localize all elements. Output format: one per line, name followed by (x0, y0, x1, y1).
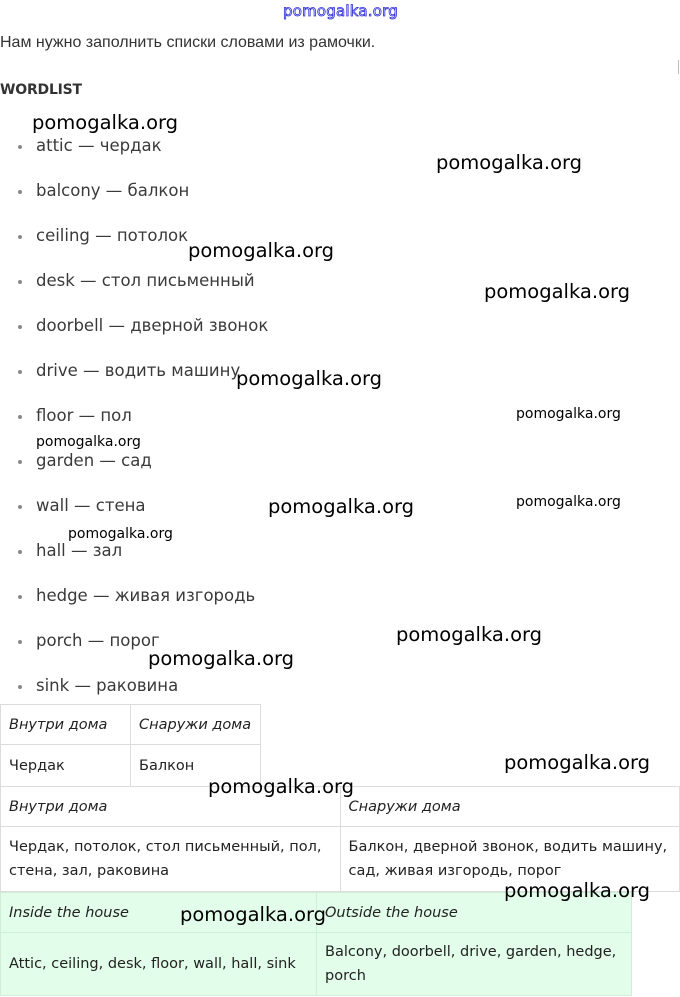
list-item: porch — порог (18, 631, 160, 650)
watermark: pomogalka.org (36, 434, 141, 450)
bullet-icon (18, 685, 22, 689)
bullet-icon (18, 460, 22, 464)
cell-inside: Чердак, потолок, стол письменный, пол, стена, зал, раковина (1, 827, 341, 892)
cell-inside: Чердак (1, 745, 131, 787)
watermark: pomogalka.org (236, 367, 383, 390)
wordlist-heading: WORDLIST (0, 82, 82, 98)
list-item: wall — стена (18, 496, 146, 515)
watermark: pomogalka.org (396, 623, 543, 646)
watermark: pomogalka.org (268, 495, 415, 518)
top-watermark: pomogalka.org (283, 2, 398, 20)
list-item: sink — раковина (18, 676, 178, 695)
bullet-icon (18, 145, 22, 149)
intro-text: Нам нужно заполнить списки словами из рамочки. (0, 34, 376, 51)
header-outside: Снаружи дома (340, 787, 679, 827)
bullet-icon (18, 595, 22, 599)
watermark: pomogalka.org (484, 280, 631, 303)
cell-outside: Balcony, doorbell, drive, garden, hedge, porch (317, 933, 632, 996)
header-inside: Внутри дома (1, 787, 341, 827)
list-item: garden — сад (18, 451, 152, 470)
list-item: attic — чердак (18, 136, 162, 155)
table-header-row (1, 705, 261, 745)
cell-inside: Attic, ceiling, desk, floor, wall, hall, sink (1, 933, 317, 996)
bullet-icon (18, 235, 22, 239)
watermark: pomogalka.org (504, 879, 651, 902)
list-item: hall — зал (18, 541, 122, 560)
watermark: pomogalka.org (148, 647, 295, 670)
list-item: ceiling — потолок (18, 226, 188, 245)
list-item: drive — водить машину (18, 361, 240, 380)
list-item: floor — пол (18, 406, 132, 425)
watermark: pomogalka.org (32, 111, 179, 134)
table-russian (0, 786, 680, 892)
header-inside: Внутри дома (1, 705, 131, 745)
scroll-edge (678, 60, 679, 74)
bullet-icon (18, 550, 22, 554)
watermark: pomogalka.org (516, 406, 621, 422)
watermark: pomogalka.org (504, 751, 651, 774)
watermark: pomogalka.org (68, 526, 173, 542)
bullet-icon (18, 190, 22, 194)
bullet-icon (18, 325, 22, 329)
watermark: pomogalka.org (436, 151, 583, 174)
watermark: pomogalka.org (180, 903, 327, 926)
watermark: pomogalka.org (208, 775, 355, 798)
bullet-icon (18, 415, 22, 419)
bullet-icon (18, 280, 22, 284)
header-outside: Outside the house (317, 893, 632, 933)
cell-outside: Балкон, дверной звонок, водить машину, сад, живая изгородь, порог (340, 827, 679, 892)
list-item: hedge — живая изгородь (18, 586, 255, 605)
header-outside: Снаружи дома (131, 705, 261, 745)
table-row (1, 933, 632, 996)
bullet-icon (18, 505, 22, 509)
bullet-icon (18, 370, 22, 374)
cell-outside: Балкон (131, 745, 261, 787)
list-item: balcony — балкон (18, 181, 189, 200)
bullet-icon (18, 640, 22, 644)
list-item: desk — стол письменный (18, 271, 255, 290)
header-inside: Inside the house (1, 893, 317, 933)
watermark: pomogalka.org (516, 494, 621, 510)
watermark: pomogalka.org (188, 239, 335, 262)
list-item: doorbell — дверной звонок (18, 316, 268, 335)
